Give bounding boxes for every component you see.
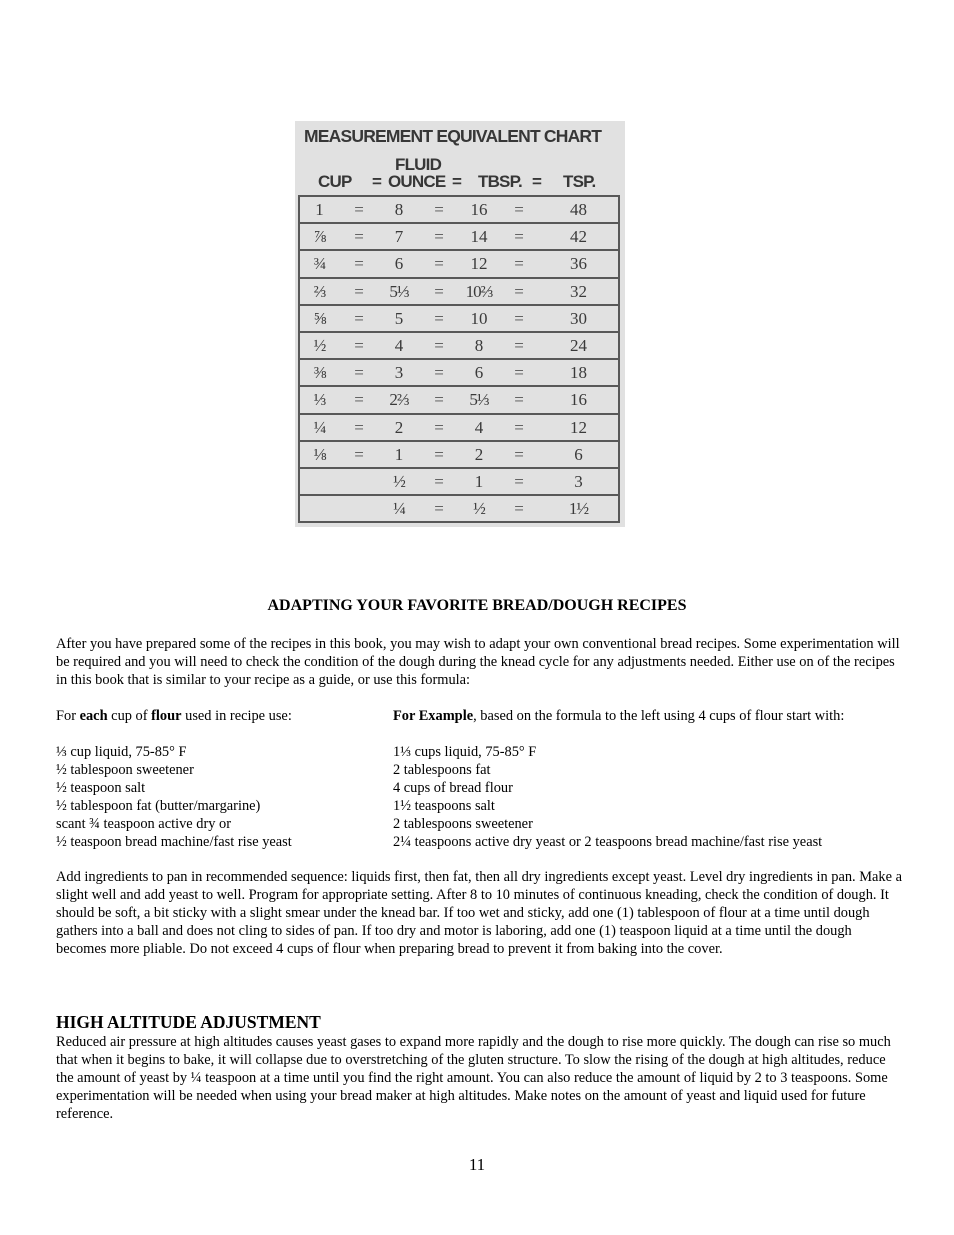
chart-value-cell xyxy=(299,468,339,495)
chart-equals-cell: = xyxy=(419,196,459,223)
chart-value-cell: 4 xyxy=(379,332,419,359)
chart-row xyxy=(299,414,619,441)
chart-value-cell: ⅜ xyxy=(299,359,339,386)
chart-equals-cell: = xyxy=(419,468,459,495)
chart-value-cell: ½ xyxy=(459,495,499,522)
chart-equals-cell: = xyxy=(419,332,459,359)
chart-value-cell: 32 xyxy=(539,278,619,305)
chart-value-cell xyxy=(299,495,339,522)
chart-value-cell: ⅛ xyxy=(299,441,339,468)
formula-item: ½ tablespoon sweetener xyxy=(56,762,194,778)
chart-row xyxy=(299,386,619,413)
chart-value-cell: ⅝ xyxy=(299,305,339,332)
chart-value-cell: ½ xyxy=(299,332,339,359)
chart-value-cell: 12 xyxy=(459,250,499,277)
chart-table xyxy=(298,195,620,523)
chart-value-cell: 10 xyxy=(459,305,499,332)
chart-value-cell: 1½ xyxy=(539,495,619,522)
measurement-chart-image xyxy=(295,121,625,527)
chart-equals-cell: = xyxy=(499,223,539,250)
chart-equals-cell: = xyxy=(419,250,459,277)
chart-value-cell: ½ xyxy=(379,468,419,495)
chart-equals-cell: = xyxy=(419,495,459,522)
chart-equals-cell: = xyxy=(499,305,539,332)
example-item: 1⅓ cups liquid, 75-85° F xyxy=(393,744,537,760)
chart-value-cell: 6 xyxy=(539,441,619,468)
chart-value-cell: ¼ xyxy=(299,414,339,441)
chart-equals-cell: = xyxy=(419,414,459,441)
chart-value-cell: 5⅓ xyxy=(459,386,499,413)
chart-value-cell: 24 xyxy=(539,332,619,359)
altitude-heading: HIGH ALTITUDE ADJUSTMENT xyxy=(56,1012,321,1032)
chart-equals-cell: = xyxy=(499,278,539,305)
chart-row xyxy=(299,332,619,359)
chart-value-cell: 36 xyxy=(539,250,619,277)
header-tsp: TSP. xyxy=(563,172,596,191)
chart-value-cell: 10⅔ xyxy=(459,278,499,305)
chart-row xyxy=(299,468,619,495)
chart-equals-cell: = xyxy=(499,414,539,441)
chart-value-cell: ⅔ xyxy=(299,278,339,305)
chart-value-cell: ⅞ xyxy=(299,223,339,250)
chart-value-cell: 8 xyxy=(459,332,499,359)
chart-equals-cell: = xyxy=(499,250,539,277)
chart-value-cell: 3 xyxy=(539,468,619,495)
chart-equals-cell: = xyxy=(339,223,379,250)
chart-equals-cell: = xyxy=(499,359,539,386)
header-ounce: OUNCE xyxy=(388,172,446,191)
formula-column xyxy=(56,707,386,851)
chart-equals-cell: = xyxy=(499,441,539,468)
header-cup: CUP xyxy=(318,172,352,191)
chart-equals-cell: = xyxy=(419,305,459,332)
chart-row xyxy=(299,278,619,305)
chart-equals-cell: = xyxy=(339,386,379,413)
formula-heading: For each cup of flour used in recipe use: xyxy=(56,708,292,724)
chart-equals-cell: = xyxy=(339,332,379,359)
page-number: 11 xyxy=(468,1155,486,1174)
chart-row xyxy=(299,223,619,250)
intro-paragraph: After you have prepared some of the recipes in this book, you may wish to adapt your own conventional bread recipes. Some experimentation will be required and you will need to check the condition of the dough during the knead cycle for any adjustments needed. Either use on of the recipes in this book that is similar to your recipe as a guide, or use this formula: xyxy=(56,636,900,688)
chart-value-cell: 1 xyxy=(299,196,339,223)
example-item: 1½ teaspoons salt xyxy=(393,798,495,814)
chart-title: MEASUREMENT EQUIVALENT CHART xyxy=(304,126,602,146)
chart-equals-cell: = xyxy=(339,278,379,305)
chart-row xyxy=(299,196,619,223)
chart-value-cell: 4 xyxy=(459,414,499,441)
chart-value-cell: 16 xyxy=(539,386,619,413)
chart-value-cell: 8 xyxy=(379,196,419,223)
chart-value-cell: 14 xyxy=(459,223,499,250)
header-equals: = xyxy=(372,172,382,191)
chart-row xyxy=(299,359,619,386)
chart-header xyxy=(298,147,619,195)
chart-value-cell: 1 xyxy=(459,468,499,495)
header-tbsp: TBSP. xyxy=(478,172,522,191)
chart-value-cell: ⅓ xyxy=(299,386,339,413)
chart-equals-cell: = xyxy=(339,441,379,468)
chart-value-cell: 6 xyxy=(379,250,419,277)
chart-value-cell: 18 xyxy=(539,359,619,386)
chart-equals-cell: = xyxy=(419,278,459,305)
chart-equals-cell: = xyxy=(499,468,539,495)
chart-value-cell: ¼ xyxy=(379,495,419,522)
example-item: 2 tablespoons sweetener xyxy=(393,816,533,832)
method-paragraph: Add ingredients to pan in recommended sequence: liquids first, then fat, then all dry ingredients except yeast. Level dry ingredients in pan. Make a slight well and add yeast to well. Program for appropriate setting. After 8 to 10 minutes of continuous kneading, check the condition of dough. It should be soft, a bit sticky with a slight smear under the knead bar. If too wet and sticky, add one (1) tablespoon of flour at a time until dough gathers into a ball and does not cling to sides of pan. If too dry and motor is laboring, add one (1) teaspoon liquid at a time until the dough becomes more pliable. Do not exceed 4 cups of flour when preparing bread to prevent it from baking into the cover. xyxy=(56,869,902,957)
header-equals: = xyxy=(452,172,462,191)
chart-value-cell: 2 xyxy=(379,414,419,441)
chart-equals-cell: = xyxy=(499,196,539,223)
chart-value-cell: 5⅓ xyxy=(379,278,419,305)
chart-value-cell: 16 xyxy=(459,196,499,223)
chart-equals-cell: = xyxy=(419,359,459,386)
chart-value-cell: 7 xyxy=(379,223,419,250)
formula-item: ½ teaspoon bread machine/fast rise yeast xyxy=(56,834,292,850)
chart-value-cell: 2 xyxy=(459,441,499,468)
chart-row xyxy=(299,305,619,332)
chart-value-cell: 30 xyxy=(539,305,619,332)
chart-value-cell: 42 xyxy=(539,223,619,250)
chart-equals-cell xyxy=(339,495,379,522)
header-fluid: FLUID xyxy=(395,155,442,174)
chart-equals-cell: = xyxy=(339,414,379,441)
chart-equals-cell: = xyxy=(339,359,379,386)
chart-equals-cell: = xyxy=(339,250,379,277)
example-item: 2¼ teaspoons active dry yeast or 2 teaspoons bread machine/fast rise yeast xyxy=(393,834,823,850)
chart-row xyxy=(299,250,619,277)
section-title: ADAPTING YOUR FAVORITE BREAD/DOUGH RECIPES xyxy=(267,597,687,614)
chart-equals-cell: = xyxy=(499,386,539,413)
chart-equals-cell: = xyxy=(499,332,539,359)
chart-value-cell: 2⅔ xyxy=(379,386,419,413)
chart-equals-cell: = xyxy=(339,196,379,223)
chart-equals-cell: = xyxy=(339,305,379,332)
chart-equals-cell xyxy=(339,468,379,495)
chart-row xyxy=(299,441,619,468)
chart-equals-cell: = xyxy=(499,495,539,522)
example-item: 2 tablespoons fat xyxy=(393,762,491,778)
formula-item: scant ¾ teaspoon active dry or xyxy=(56,816,232,832)
chart-value-cell: ¾ xyxy=(299,250,339,277)
chart-value-cell: 48 xyxy=(539,196,619,223)
chart-equals-cell: = xyxy=(419,223,459,250)
chart-value-cell: 6 xyxy=(459,359,499,386)
chart-value-cell: 1 xyxy=(379,441,419,468)
altitude-paragraph: Reduced air pressure at high altitudes causes yeast gases to expand more rapidly and the dough to rise more quickly. The dough can rise so much that when it begins to bake, it will collapse due to overstretching of the gluten structure. To slow the rising of the dough at high altitudes, reduce the amount of yeast by ¼ teaspoon at a time until you find the right amount. You can also reduce the amount of liquid by 2 to 3 teaspoons. Some experimentation will be needed when using your bread maker at high altitudes. Make notes on the amount of yeast and liquid used for future reference. xyxy=(56,1034,891,1122)
formula-item: ½ tablespoon fat (butter/margarine) xyxy=(56,798,261,814)
chart-equals-cell: = xyxy=(419,441,459,468)
chart-value-cell: 12 xyxy=(539,414,619,441)
chart-equals-cell: = xyxy=(419,386,459,413)
example-item: 4 cups of bread flour xyxy=(393,780,513,796)
formula-item: ½ teaspoon salt xyxy=(56,780,146,796)
example-column xyxy=(393,707,913,851)
chart-value-cell: 3 xyxy=(379,359,419,386)
chart-row xyxy=(299,495,619,522)
example-heading: For Example, based on the formula to the left using 4 cups of flour start with: xyxy=(393,708,845,724)
chart-value-cell: 5 xyxy=(379,305,419,332)
header-equals: = xyxy=(532,172,542,191)
formula-item: ⅓ cup liquid, 75-85° F xyxy=(56,744,187,760)
